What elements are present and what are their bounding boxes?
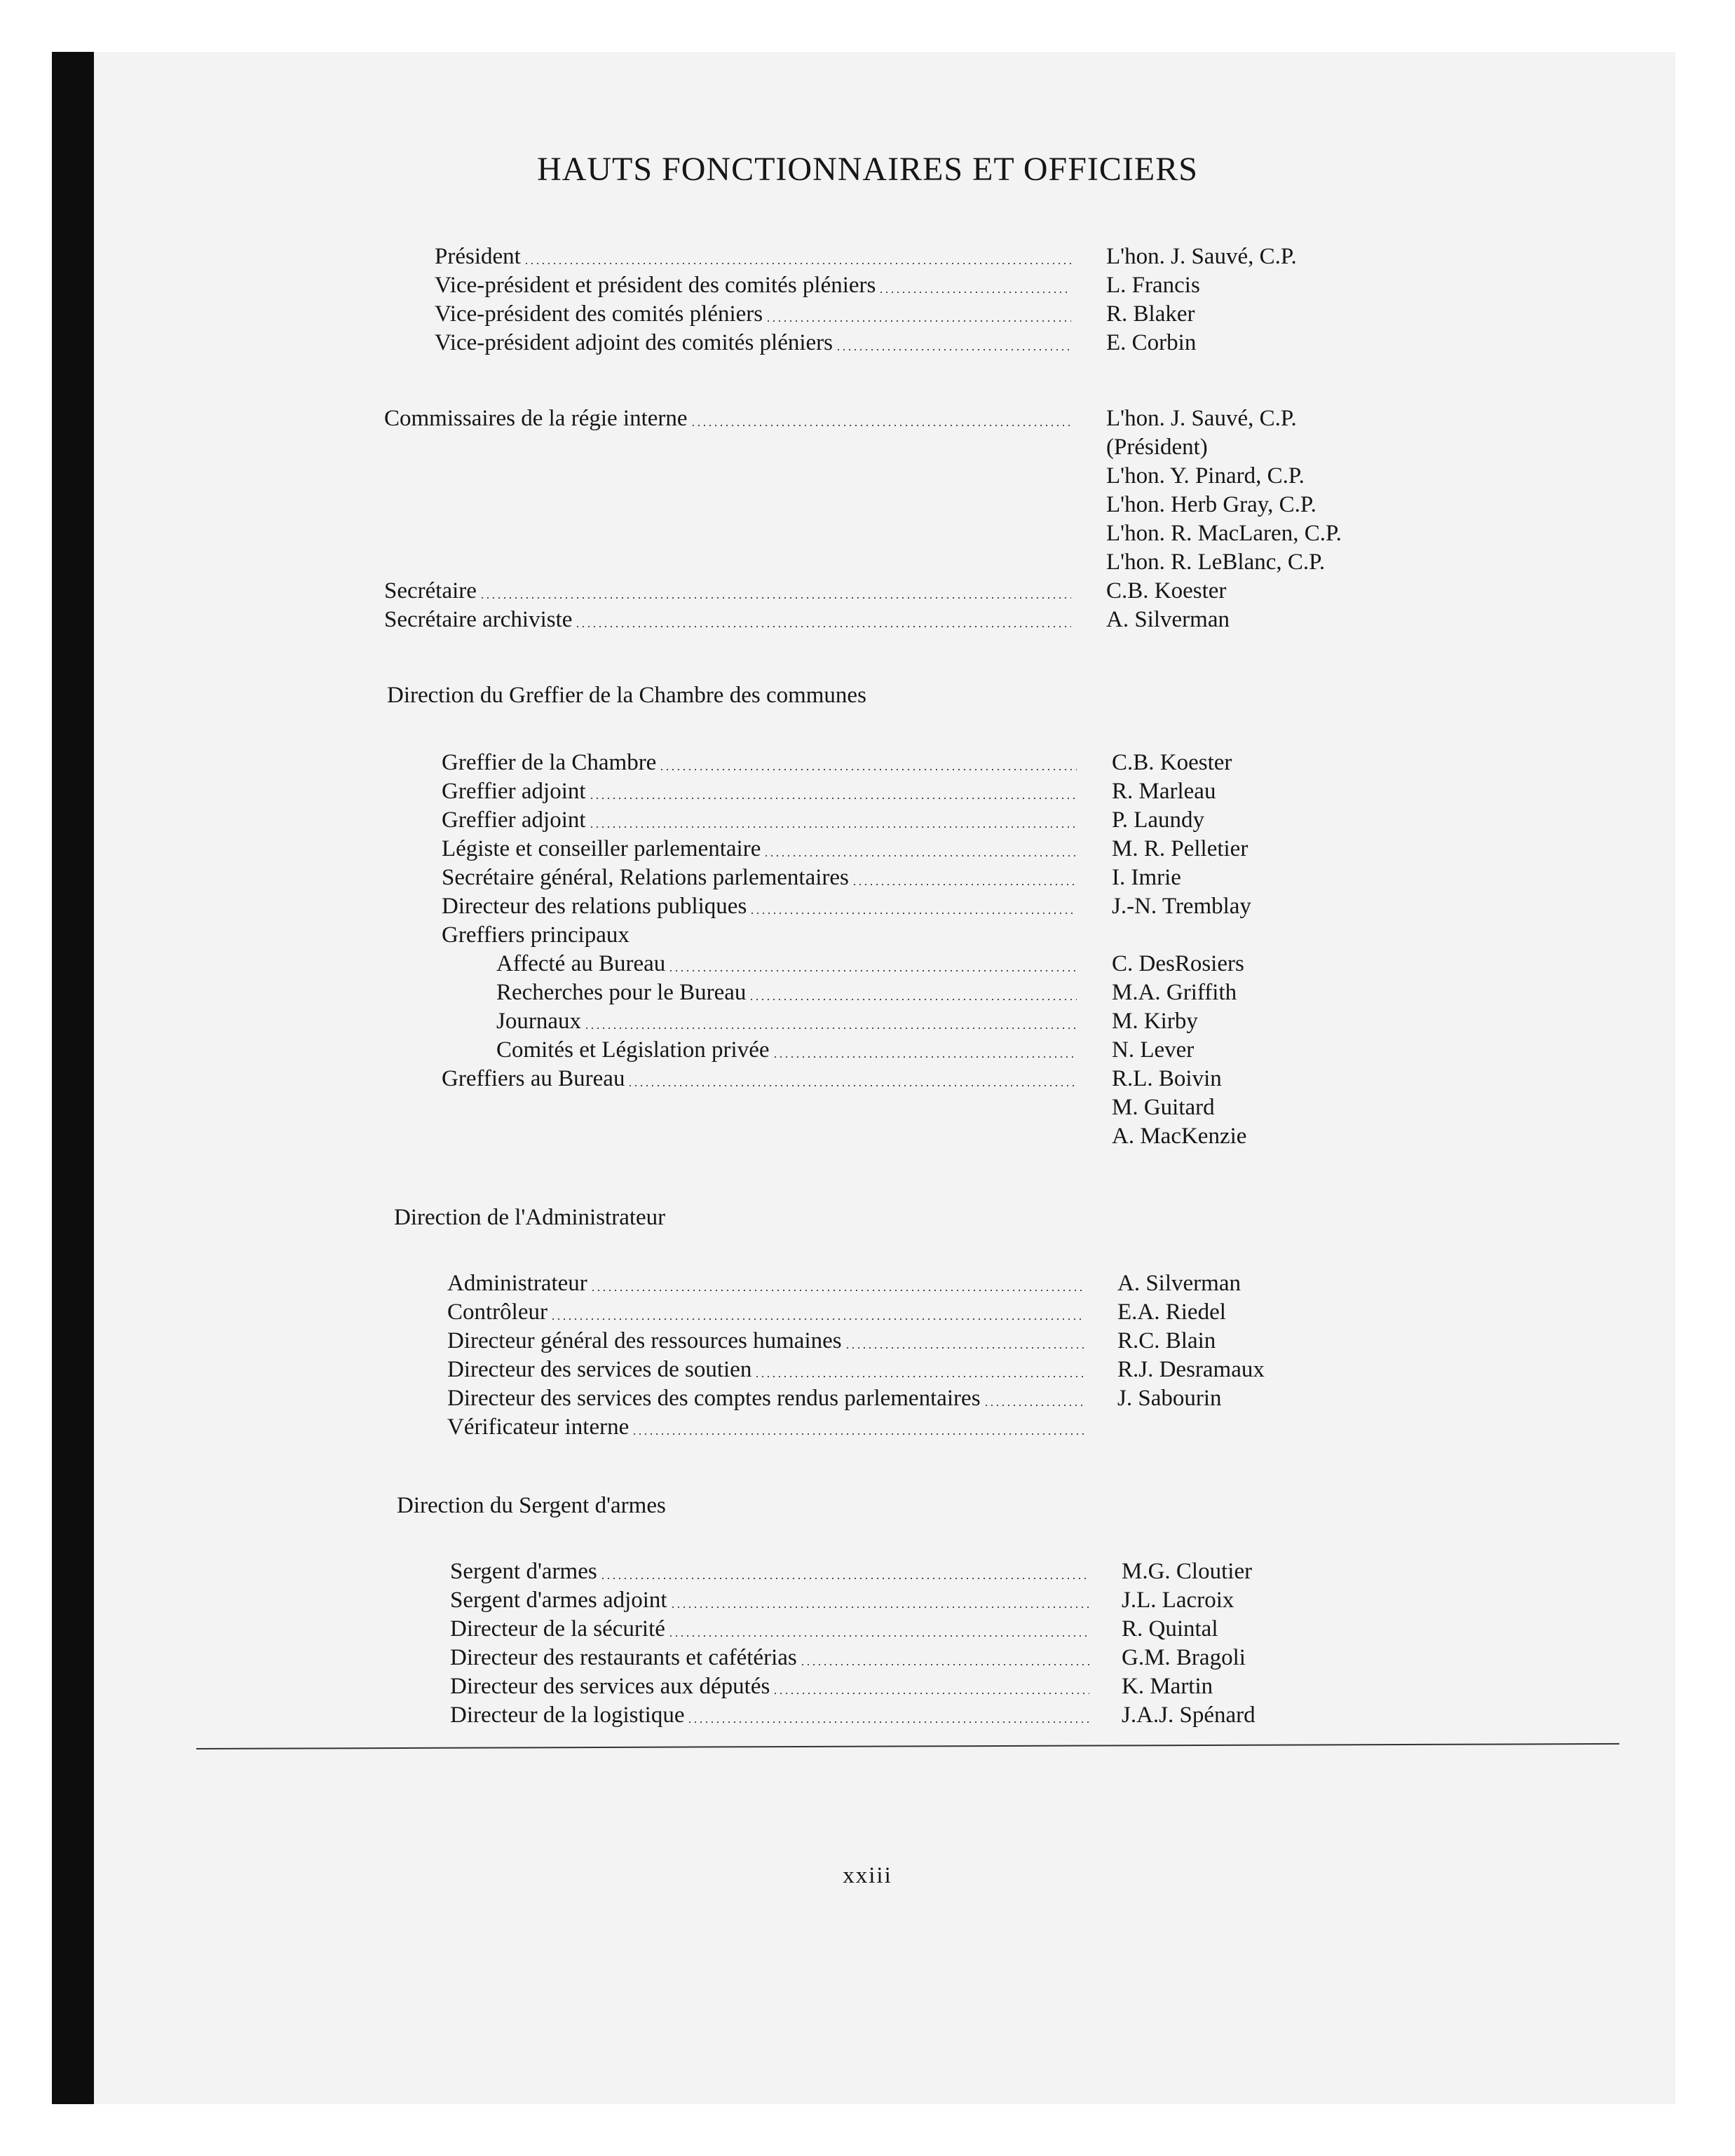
dot-leader (550, 1318, 1085, 1320)
entry-label-text: Légiste et conseiller parlementaire (442, 836, 761, 861)
dot-leader (773, 1056, 1077, 1058)
entry-value: L'hon. R. LeBlanc, C.P. (1106, 550, 1326, 575)
dot-leader (670, 1606, 1089, 1608)
entry-label (442, 921, 630, 950)
entry-label (442, 777, 1077, 806)
entry-value: C.B. Koester (1112, 750, 1232, 775)
entry-label-text: Comités et Législation privée (496, 1037, 770, 1063)
dot-leader (589, 798, 1077, 799)
entry-label (435, 300, 1071, 329)
entry-value: C.B. Koester (1106, 578, 1227, 603)
dot-leader (800, 1664, 1089, 1665)
dot-leader (754, 1376, 1085, 1377)
entry-label (435, 271, 1071, 300)
entry-value: M. Guitard (1112, 1095, 1215, 1120)
page-number: xxiii (843, 1863, 892, 1888)
dot-leader (984, 1405, 1085, 1406)
entry-label (447, 1298, 1085, 1327)
entry-label (450, 1557, 1089, 1586)
dot-leader (773, 1693, 1089, 1694)
entry-label-text: Sergent d'armes adjoint (450, 1588, 667, 1613)
entry-label-text: Président (435, 244, 521, 269)
dot-leader (590, 1290, 1085, 1291)
entry-label-text: Directeur de la logistique (450, 1703, 685, 1728)
entry-label (384, 577, 1071, 606)
entry-value: L. Francis (1106, 273, 1200, 298)
entry-label-text: Administrateur (447, 1271, 587, 1296)
entry-value: A. Silverman (1106, 607, 1230, 632)
entry-value: K. Martin (1122, 1674, 1213, 1699)
entry-label-text: Recherches pour le Bureau (496, 980, 747, 1005)
dot-leader (668, 1635, 1089, 1637)
entry-label-text: Affecté au Bureau (496, 951, 666, 976)
entry-label-text: Greffiers principaux (442, 922, 630, 948)
entry-label-text: Directeur général des ressources humaines (447, 1328, 842, 1353)
entry-label-text: Vice-président et président des comités pléniers (435, 273, 876, 298)
dot-leader (690, 425, 1071, 426)
page-title: HAUTS FONCTIONNAIRES ET OFFICIERS (537, 151, 1198, 188)
entry-label (442, 1065, 1077, 1093)
entry-value: G.M. Bragoli (1122, 1645, 1246, 1670)
section-heading: Direction du Greffier de la Chambre des communes (387, 683, 866, 708)
entry-label (442, 749, 1077, 777)
entry-label-text: Vice-président adjoint des comités pléniers (435, 330, 834, 355)
entry-label-text: Contrôleur (447, 1299, 547, 1325)
section-heading: Direction du Sergent d'armes (397, 1493, 666, 1518)
entry-value: C. DesRosiers (1112, 951, 1244, 976)
entry-value: R. Marleau (1112, 779, 1216, 804)
entry-label-text: Greffiers au Bureau (442, 1066, 625, 1091)
entry-label-text: Greffier adjoint (442, 779, 586, 804)
dot-leader (749, 999, 1077, 1000)
entry-value: M.A. Griffith (1112, 980, 1237, 1005)
entry-value: J.A.J. Spénard (1122, 1703, 1256, 1728)
entry-label-text: Directeur de la sécurité (450, 1616, 665, 1642)
dot-leader (575, 626, 1071, 627)
entry-label-text: Directeur des services aux députés (450, 1674, 770, 1699)
binding-edge (52, 52, 94, 2104)
entry-label (496, 978, 1077, 1007)
entry-label-text: Directeur des restaurants et cafétérias (450, 1645, 797, 1670)
entry-value: L'hon. Herb Gray, C.P. (1106, 492, 1316, 517)
entry-value: R.L. Boivin (1112, 1066, 1222, 1091)
dot-leader (600, 1578, 1089, 1579)
entry-value: J. Sabourin (1117, 1386, 1222, 1411)
entry-label (450, 1672, 1089, 1701)
entry-label-text: Secrétaire archiviste (384, 607, 573, 632)
entry-label-text: Greffier de la Chambre (442, 750, 657, 775)
dot-leader (687, 1721, 1089, 1723)
dot-leader (668, 970, 1077, 971)
dot-leader (845, 1347, 1085, 1349)
dot-leader (878, 292, 1071, 293)
entry-label-text: Commissaires de la régie interne (384, 406, 688, 431)
entry-label (442, 835, 1077, 864)
entry-value: R.J. Desramaux (1117, 1357, 1265, 1382)
entry-label (496, 950, 1077, 978)
entry-label (450, 1586, 1089, 1615)
dot-leader (479, 597, 1071, 599)
entry-label-text: Directeur des services de soutien (447, 1357, 752, 1382)
entry-value: N. Lever (1112, 1037, 1195, 1063)
entry-label (447, 1269, 1085, 1298)
entry-label-text: Secrétaire (384, 578, 477, 603)
entry-label (496, 1036, 1077, 1065)
entry-label (447, 1384, 1085, 1413)
entry-label (442, 806, 1077, 835)
entry-value: R. Blaker (1106, 301, 1195, 327)
entry-value: L'hon. R. MacLaren, C.P. (1106, 521, 1342, 546)
entry-label (442, 864, 1077, 892)
entry-label-text: Vice-président des comités pléniers (435, 301, 763, 327)
entry-label-text: Directeur des relations publiques (442, 894, 747, 919)
entry-label-text: Sergent d'armes (450, 1559, 597, 1584)
dot-leader (627, 1085, 1077, 1086)
entry-label (447, 1356, 1085, 1384)
entry-value: R. Quintal (1122, 1616, 1218, 1642)
entry-value: J.-N. Tremblay (1112, 894, 1251, 919)
entry-value: L'hon. J. Sauvé, C.P. (1106, 244, 1297, 269)
entry-label (447, 1327, 1085, 1356)
entry-label (447, 1413, 1085, 1442)
dot-leader (659, 769, 1077, 770)
entry-value: M. Kirby (1112, 1009, 1198, 1034)
entry-value: M.G. Cloutier (1122, 1559, 1253, 1584)
entry-value: I. Imrie (1112, 865, 1181, 890)
entry-label (450, 1644, 1089, 1672)
dot-leader (584, 1028, 1077, 1029)
entry-label (442, 892, 1077, 921)
entry-value: M. R. Pelletier (1112, 836, 1248, 861)
dot-leader (763, 855, 1077, 857)
entry-label (496, 1007, 1077, 1036)
entry-value: L'hon. Y. Pinard, C.P. (1106, 463, 1305, 489)
entry-label (435, 243, 1071, 271)
entry-label-text: Secrétaire général, Relations parlementaires (442, 865, 849, 890)
dot-leader (836, 349, 1071, 350)
entry-value: P. Laundy (1112, 807, 1204, 833)
entry-value: R.C. Blain (1117, 1328, 1216, 1353)
entry-value: E.A. Riedel (1117, 1299, 1226, 1325)
entry-label (450, 1701, 1089, 1730)
entry-value: (Président) (1106, 435, 1208, 460)
dot-leader (589, 826, 1077, 828)
entry-label (384, 606, 1071, 634)
dot-leader (852, 884, 1077, 885)
entry-value: A. Silverman (1117, 1271, 1241, 1296)
entry-label (384, 404, 1071, 433)
entry-value: E. Corbin (1106, 330, 1197, 355)
entry-label-text: Journaux (496, 1009, 581, 1034)
entry-label-text: Directeur des services des comptes rendus parlementaires (447, 1386, 981, 1411)
entry-label (450, 1615, 1089, 1644)
dot-leader (524, 263, 1071, 264)
section-heading: Direction de l'Administrateur (394, 1205, 666, 1230)
dot-leader (749, 913, 1077, 914)
entry-label-text: Greffier adjoint (442, 807, 586, 833)
entry-value: J.L. Lacroix (1122, 1588, 1234, 1613)
entry-label (435, 329, 1071, 357)
entry-label-text: Vérificateur interne (447, 1414, 630, 1440)
entry-value: L'hon. J. Sauvé, C.P. (1106, 406, 1297, 431)
entry-value: A. MacKenzie (1112, 1124, 1247, 1149)
dot-leader (766, 320, 1071, 322)
dot-leader (632, 1433, 1085, 1435)
